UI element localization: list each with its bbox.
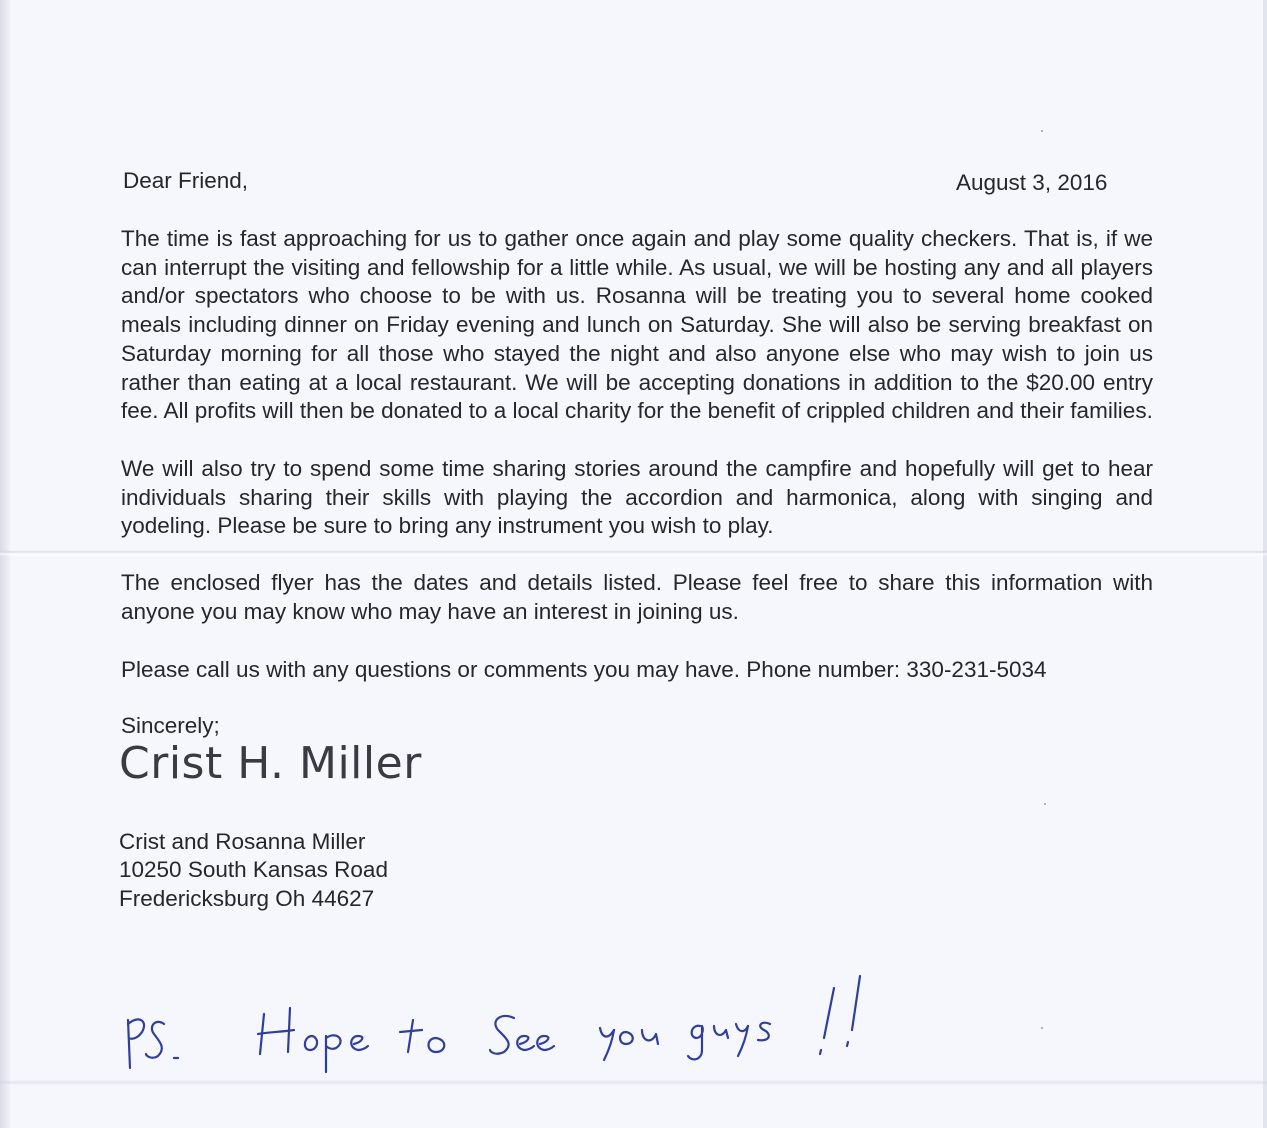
- paper-fold-line: [0, 550, 1267, 556]
- address-city: Fredericksburg Oh 44627: [119, 886, 375, 911]
- address-name: Crist and Rosanna Miller: [119, 829, 366, 854]
- scan-edge-right: [1263, 0, 1267, 1128]
- body-paragraph-2: We will also try to spend some time sharing stories around the campfire and hopefully will get to hear individuals sharing their skills with playing the accordion and harmonica, along with singing and yodeling. Please be sure to bring any instrument you wish to play.: [121, 456, 1153, 539]
- scan-speck: [1041, 130, 1043, 132]
- body-paragraph-3: The enclosed flyer has the dates and details listed. Please feel free to share this information with anyone you may know who may have an interest in joining us.: [121, 570, 1153, 624]
- body-paragraph-4: Please call us with any questions or comments you may have. Phone number: 330-231-5034: [121, 657, 1047, 682]
- handwritten-postscript: [118, 968, 878, 1078]
- scan-edge-left: [0, 0, 10, 1128]
- scan-speck: [1041, 1027, 1043, 1029]
- signature: Crist H. Miller: [119, 738, 422, 789]
- paper-fold-line-lower: [0, 1080, 1267, 1085]
- body-paragraph-1: The time is fast approaching for us to gather once again and play some quality checkers. That is, if we can interrupt the visiting and fellowship for a little while. As usual, we will be hosting any and all players and/or spectators who choose to be with us. Rosanna will be treating you to several home cooked meals including dinner on Friday evening and lunch on Saturday. She will also be serving breakfast on Saturday morning for all those who stayed the night and also anyone else who may wish to join us rather than eating at a local restaurant. We will be accepting donations in addition to the $20.00 entry fee. All profits will then be donated to a local charity for the benefit of crippled children and their families.: [121, 226, 1153, 424]
- greeting: Dear Friend,: [123, 168, 249, 193]
- scan-speck: [1044, 803, 1046, 805]
- address-street: 10250 South Kansas Road: [119, 857, 388, 882]
- closing: Sincerely;: [121, 713, 220, 738]
- letter-date: August 3, 2016: [956, 170, 1108, 195]
